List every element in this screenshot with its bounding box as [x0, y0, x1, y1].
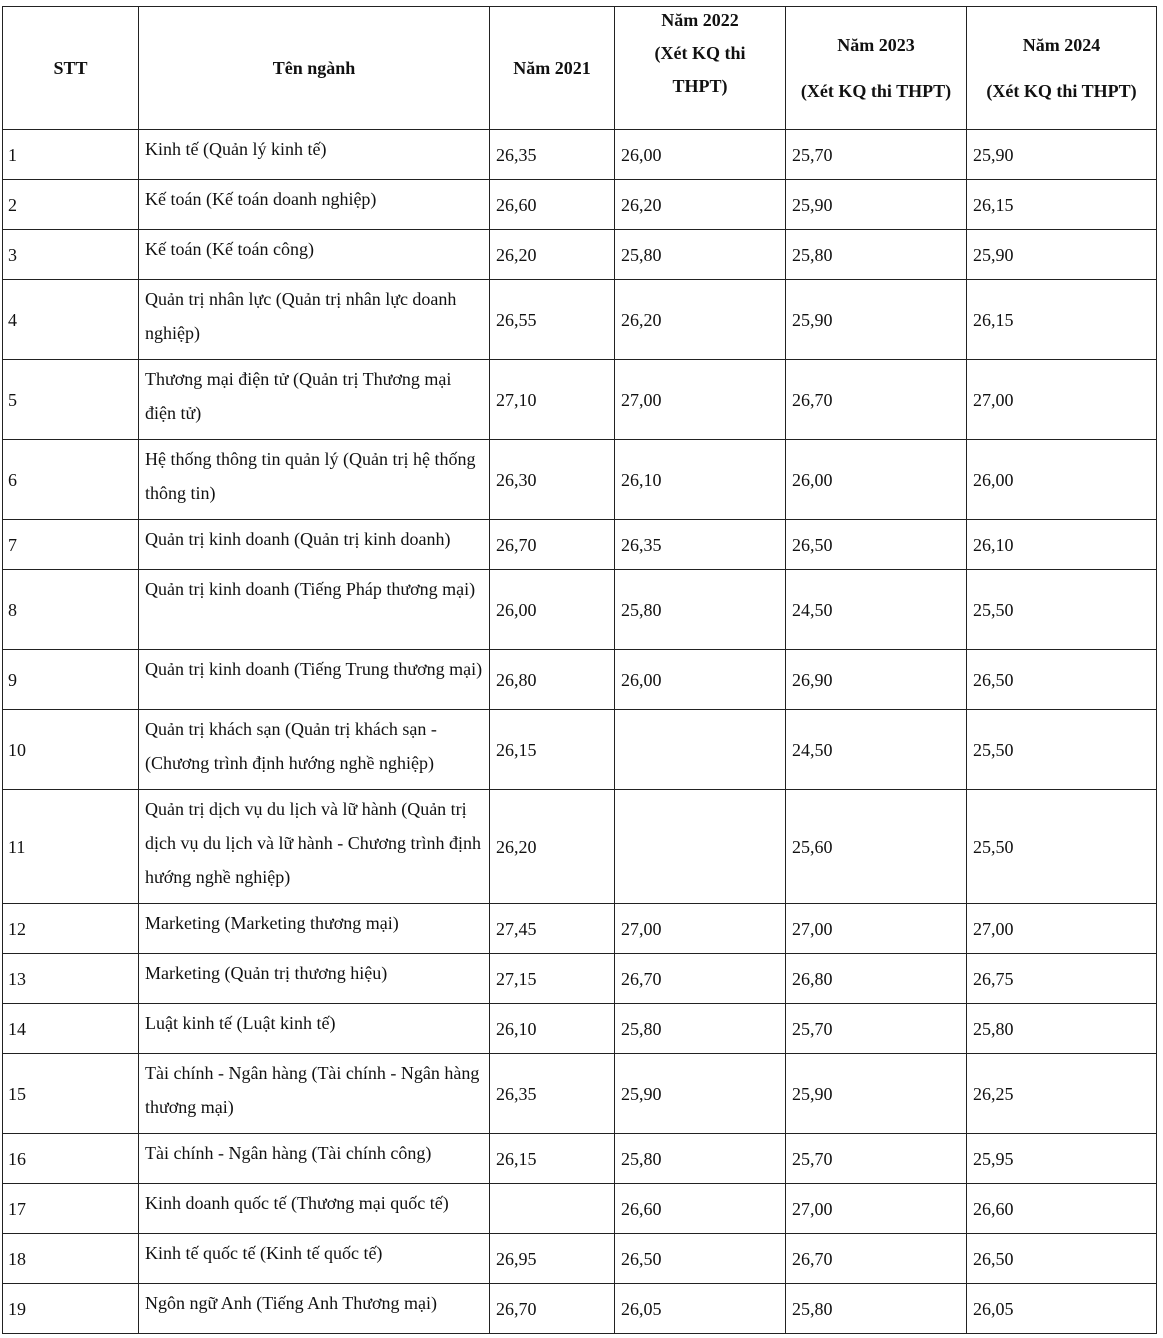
cell-score-2023: 25,70 — [786, 1134, 967, 1184]
header-year-2022: Năm 2022 (Xét KQ thi THPT) — [615, 7, 786, 130]
cell-score-2021: 26,80 — [490, 650, 615, 710]
cell-score-2021: 26,95 — [490, 1234, 615, 1284]
table-row — [3, 1284, 1157, 1334]
cell-score-2022: 26,00 — [615, 130, 786, 180]
cell-score-2023: 25,80 — [786, 230, 967, 280]
cell-score-2021: 26,15 — [490, 710, 615, 790]
cell-score-2022: 26,00 — [615, 650, 786, 710]
cell-score-2022: 25,80 — [615, 230, 786, 280]
cell-score-2022 — [615, 710, 786, 790]
cell-stt: 19 — [3, 1284, 139, 1334]
cell-score-2023: 26,90 — [786, 650, 967, 710]
cell-score-2024: 26,25 — [967, 1054, 1157, 1134]
table-row — [3, 280, 1157, 360]
cell-score-2021: 26,15 — [490, 1134, 615, 1184]
cell-score-2021: 26,20 — [490, 230, 615, 280]
cell-score-2022: 26,70 — [615, 954, 786, 1004]
cell-score-2021: 26,70 — [490, 1284, 615, 1334]
cell-score-2022 — [615, 790, 786, 904]
table-row — [3, 180, 1157, 230]
cell-score-2024: 26,10 — [967, 520, 1157, 570]
cell-stt: 10 — [3, 710, 139, 790]
table-body — [3, 130, 1157, 1334]
cell-score-2021: 26,70 — [490, 520, 615, 570]
cell-major-name: Luật kinh tế (Luật kinh tế) — [139, 1004, 490, 1054]
cell-stt: 5 — [3, 360, 139, 440]
cell-score-2021: 27,15 — [490, 954, 615, 1004]
cell-stt: 8 — [3, 570, 139, 650]
cell-major-name: Kinh tế quốc tế (Kinh tế quốc tế) — [139, 1234, 490, 1284]
cell-major-name: Ngôn ngữ Anh (Tiếng Anh Thương mại) — [139, 1284, 490, 1334]
table-row — [3, 360, 1157, 440]
cell-score-2021: 27,10 — [490, 360, 615, 440]
cell-score-2022: 26,05 — [615, 1284, 786, 1334]
table-row — [3, 570, 1157, 650]
table-row — [3, 904, 1157, 954]
admission-score-table — [2, 6, 1157, 1334]
cell-score-2024: 26,05 — [967, 1284, 1157, 1334]
cell-major-name: Marketing (Marketing thương mại) — [139, 904, 490, 954]
cell-major-name: Tài chính - Ngân hàng (Tài chính công) — [139, 1134, 490, 1184]
table-row — [3, 1004, 1157, 1054]
cell-stt: 6 — [3, 440, 139, 520]
cell-score-2024: 25,90 — [967, 230, 1157, 280]
table-row — [3, 790, 1157, 904]
cell-stt: 12 — [3, 904, 139, 954]
table-row — [3, 1184, 1157, 1234]
cell-score-2024: 26,00 — [967, 440, 1157, 520]
cell-stt: 7 — [3, 520, 139, 570]
cell-score-2022: 26,50 — [615, 1234, 786, 1284]
header-year-2024: Năm 2024 (Xét KQ thi THPT) — [967, 7, 1157, 130]
cell-score-2022: 26,10 — [615, 440, 786, 520]
cell-stt: 13 — [3, 954, 139, 1004]
cell-score-2023: 26,70 — [786, 360, 967, 440]
table-row — [3, 710, 1157, 790]
cell-score-2024: 25,50 — [967, 570, 1157, 650]
cell-major-name: Quản trị kinh doanh (Tiếng Trung thương mại) — [139, 650, 490, 710]
cell-score-2022: 26,35 — [615, 520, 786, 570]
cell-score-2022: 25,80 — [615, 1134, 786, 1184]
cell-score-2024: 25,90 — [967, 130, 1157, 180]
cell-score-2021 — [490, 1184, 615, 1234]
cell-score-2024: 27,00 — [967, 904, 1157, 954]
cell-score-2022: 26,20 — [615, 180, 786, 230]
cell-score-2024: 26,15 — [967, 280, 1157, 360]
cell-stt: 18 — [3, 1234, 139, 1284]
cell-score-2023: 24,50 — [786, 570, 967, 650]
table-row — [3, 1054, 1157, 1134]
table-row — [3, 1134, 1157, 1184]
cell-stt: 11 — [3, 790, 139, 904]
cell-major-name: Quản trị khách sạn (Quản trị khách sạn - (Chương trình định hướng nghề nghiệp) — [139, 710, 490, 790]
cell-stt: 17 — [3, 1184, 139, 1234]
cell-score-2023: 26,80 — [786, 954, 967, 1004]
cell-major-name: Kinh tế (Quản lý kinh tế) — [139, 130, 490, 180]
cell-score-2024: 25,50 — [967, 710, 1157, 790]
cell-score-2022: 25,90 — [615, 1054, 786, 1134]
cell-score-2022: 27,00 — [615, 904, 786, 954]
cell-score-2024: 26,75 — [967, 954, 1157, 1004]
cell-score-2021: 26,60 — [490, 180, 615, 230]
cell-score-2021: 26,35 — [490, 1054, 615, 1134]
cell-score-2023: 25,70 — [786, 1004, 967, 1054]
cell-score-2024: 26,15 — [967, 180, 1157, 230]
cell-stt: 9 — [3, 650, 139, 710]
cell-score-2023: 27,00 — [786, 904, 967, 954]
cell-score-2023: 25,90 — [786, 180, 967, 230]
table-row — [3, 230, 1157, 280]
table-row — [3, 1234, 1157, 1284]
cell-major-name: Marketing (Quản trị thương hiệu) — [139, 954, 490, 1004]
cell-major-name: Quản trị kinh doanh (Tiếng Pháp thương mại) — [139, 570, 490, 650]
cell-score-2021: 26,35 — [490, 130, 615, 180]
table-row — [3, 954, 1157, 1004]
cell-score-2021: 27,45 — [490, 904, 615, 954]
cell-major-name: Kế toán (Kế toán công) — [139, 230, 490, 280]
cell-major-name: Tài chính - Ngân hàng (Tài chính - Ngân hàng thương mại) — [139, 1054, 490, 1134]
cell-major-name: Quản trị dịch vụ du lịch và lữ hành (Quản trị dịch vụ du lịch và lữ hành - Chương trình định hướng nghề nghiệp) — [139, 790, 490, 904]
table-row — [3, 520, 1157, 570]
cell-score-2022: 27,00 — [615, 360, 786, 440]
cell-stt: 4 — [3, 280, 139, 360]
table-row — [3, 130, 1157, 180]
cell-score-2022: 25,80 — [615, 1004, 786, 1054]
cell-stt: 2 — [3, 180, 139, 230]
cell-score-2023: 25,80 — [786, 1284, 967, 1334]
cell-stt: 16 — [3, 1134, 139, 1184]
cell-score-2023: 26,70 — [786, 1234, 967, 1284]
cell-score-2024: 26,50 — [967, 650, 1157, 710]
cell-score-2022: 26,20 — [615, 280, 786, 360]
cell-score-2024: 26,50 — [967, 1234, 1157, 1284]
cell-score-2023: 25,60 — [786, 790, 967, 904]
table-header — [3, 7, 1157, 130]
cell-score-2023: 25,90 — [786, 280, 967, 360]
cell-score-2021: 26,30 — [490, 440, 615, 520]
cell-score-2024: 27,00 — [967, 360, 1157, 440]
cell-score-2024: 26,60 — [967, 1184, 1157, 1234]
header-row — [3, 7, 1157, 130]
cell-score-2021: 26,55 — [490, 280, 615, 360]
cell-major-name: Quản trị kinh doanh (Quản trị kinh doanh) — [139, 520, 490, 570]
header-stt: STT — [3, 7, 139, 130]
header-major-name: Tên ngành — [139, 7, 490, 130]
cell-stt: 15 — [3, 1054, 139, 1134]
cell-stt: 14 — [3, 1004, 139, 1054]
cell-score-2022: 26,60 — [615, 1184, 786, 1234]
cell-stt: 3 — [3, 230, 139, 280]
table-row — [3, 440, 1157, 520]
cell-score-2023: 25,90 — [786, 1054, 967, 1134]
cell-score-2024: 25,50 — [967, 790, 1157, 904]
header-year-2021: Năm 2021 — [490, 7, 615, 130]
table-row — [3, 650, 1157, 710]
cell-major-name: Hệ thống thông tin quản lý (Quản trị hệ thống thông tin) — [139, 440, 490, 520]
cell-score-2023: 24,50 — [786, 710, 967, 790]
cell-score-2022: 25,80 — [615, 570, 786, 650]
cell-score-2023: 26,00 — [786, 440, 967, 520]
cell-score-2021: 26,00 — [490, 570, 615, 650]
cell-score-2021: 26,20 — [490, 790, 615, 904]
cell-score-2023: 26,50 — [786, 520, 967, 570]
cell-score-2023: 27,00 — [786, 1184, 967, 1234]
cell-score-2023: 25,70 — [786, 130, 967, 180]
cell-score-2021: 26,10 — [490, 1004, 615, 1054]
header-year-2023: Năm 2023 (Xét KQ thi THPT) — [786, 7, 967, 130]
cell-major-name: Kinh doanh quốc tế (Thương mại quốc tế) — [139, 1184, 490, 1234]
cell-score-2024: 25,95 — [967, 1134, 1157, 1184]
cell-major-name: Quản trị nhân lực (Quản trị nhân lực doanh nghiệp) — [139, 280, 490, 360]
cell-major-name: Kế toán (Kế toán doanh nghiệp) — [139, 180, 490, 230]
cell-score-2024: 25,80 — [967, 1004, 1157, 1054]
cell-major-name: Thương mại điện tử (Quản trị Thương mại điện tử) — [139, 360, 490, 440]
cell-stt: 1 — [3, 130, 139, 180]
